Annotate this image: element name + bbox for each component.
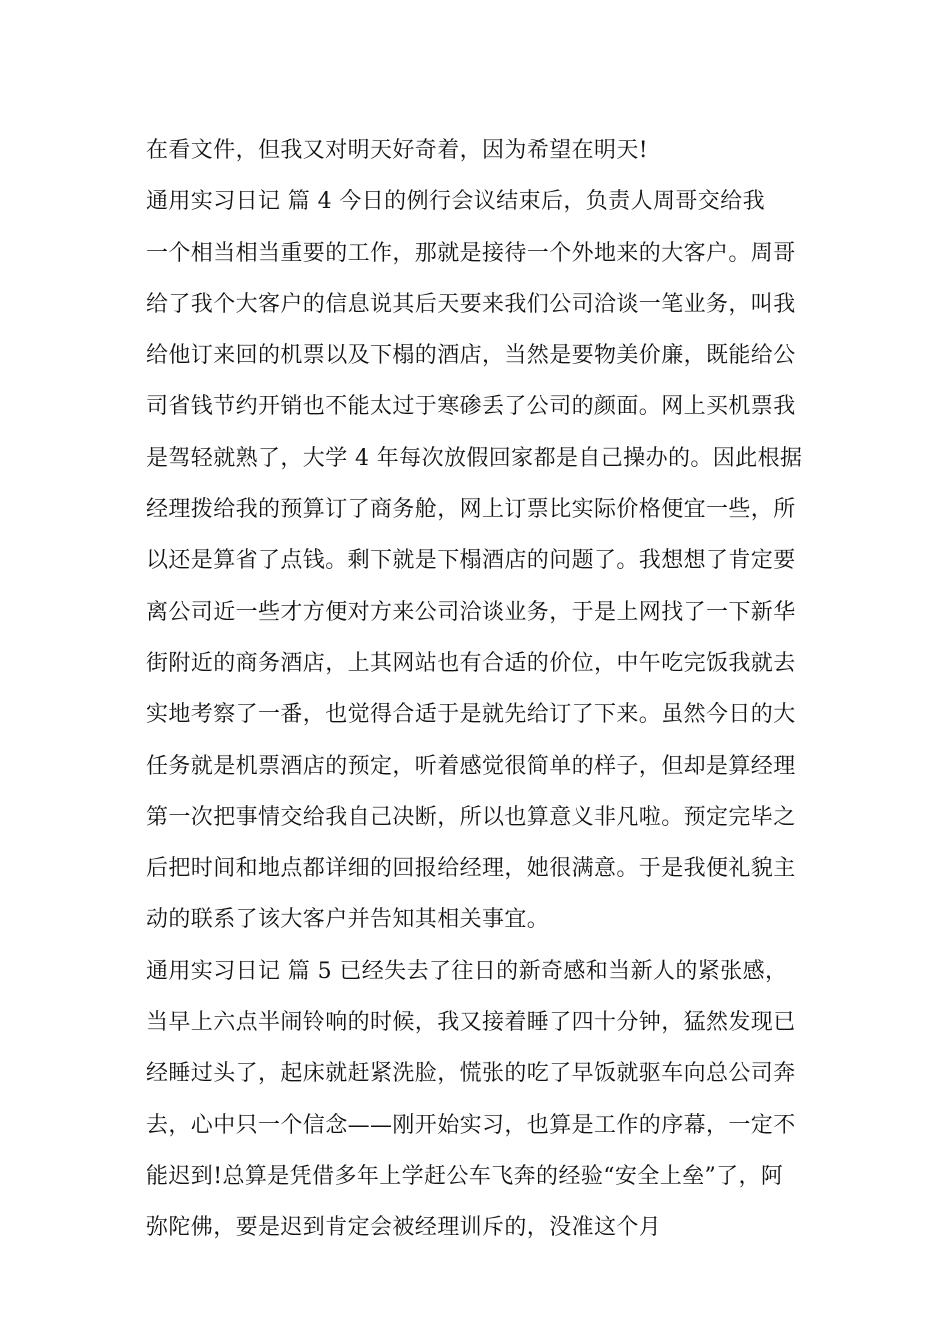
text-line: 街附近的商务酒店，上其网站也有合适的价位，中午吃完饭我就去	[146, 650, 796, 676]
text-line: 动的联系了该大客户并告知其相关事宜。	[146, 907, 550, 933]
text-line: 司省钱节约开销也不能太过于寒碜丢了公司的颜面。网上买机票我	[146, 394, 796, 420]
text-line: 给了我个大客户的信息说其后天要来我们公司洽谈一笔业务，叫我	[146, 291, 796, 317]
text-line: 离公司近一些才方便对方来公司洽谈业务，于是上网找了一下新华	[146, 599, 796, 625]
text-line: 第一次把事情交给我自己决断，所以也算意义非凡啦。预定完毕之	[146, 804, 796, 830]
text-line: 经理拨给我的预算订了商务舱，网上订票比实际价格便宜一些，所	[146, 497, 796, 523]
text-line: 在看文件，但我又对明天好奇着，因为希望在明天!	[146, 138, 649, 163]
text-line: 经睡过头了，起床就赶紧洗脸，慌张的吃了早饭就驱车向总公司奔	[146, 1061, 796, 1087]
text-line: 以还是算省了点钱。剩下就是下榻酒店的问题了。我想想了肯定要	[146, 548, 796, 574]
document-body	[146, 130, 836, 1259]
text-line: 通用实习日记 篇 5 已经失去了往日的新奇感和当新人的紧张感，	[146, 958, 788, 984]
text-line: 实地考察了一番，也觉得合适于是就先给订了下来。虽然今日的大	[146, 702, 796, 728]
text-line: 当早上六点半闹铃响的时候，我又接着睡了四十分钟，猛然发现已	[146, 1010, 796, 1036]
text-line: 弥陀佛，要是迟到肯定会被经理训斥的，没准这个月	[146, 1215, 662, 1241]
text-line: 去，心中只一个信念——刚开始实习，也算是工作的序幕，一定不	[146, 1112, 796, 1138]
text-line: 能迟到!总算是凭借多年上学赶公车飞奔的经验“安全上垒”了，阿	[146, 1163, 784, 1189]
text-line: 是驾轻就熟了，大学 4 年每次放假回家都是自己操办的。因此根据	[146, 445, 803, 471]
text-line: 后把时间和地点都详细的回报给经理，她很满意。于是我便礼貌主	[146, 856, 796, 882]
text-line: 任务就是机票酒店的预定，听着感觉很简单的样子，但却是算经理	[146, 753, 796, 779]
text-line: 通用实习日记 篇 4 今日的例行会议结束后，负责人周哥交给我	[146, 189, 765, 215]
text-line: 一个相当相当重要的工作，那就是接待一个外地来的大客户。周哥	[146, 240, 796, 266]
text-line: 给他订来回的机票以及下榻的酒店，当然是要物美价廉，既能给公	[146, 343, 796, 369]
